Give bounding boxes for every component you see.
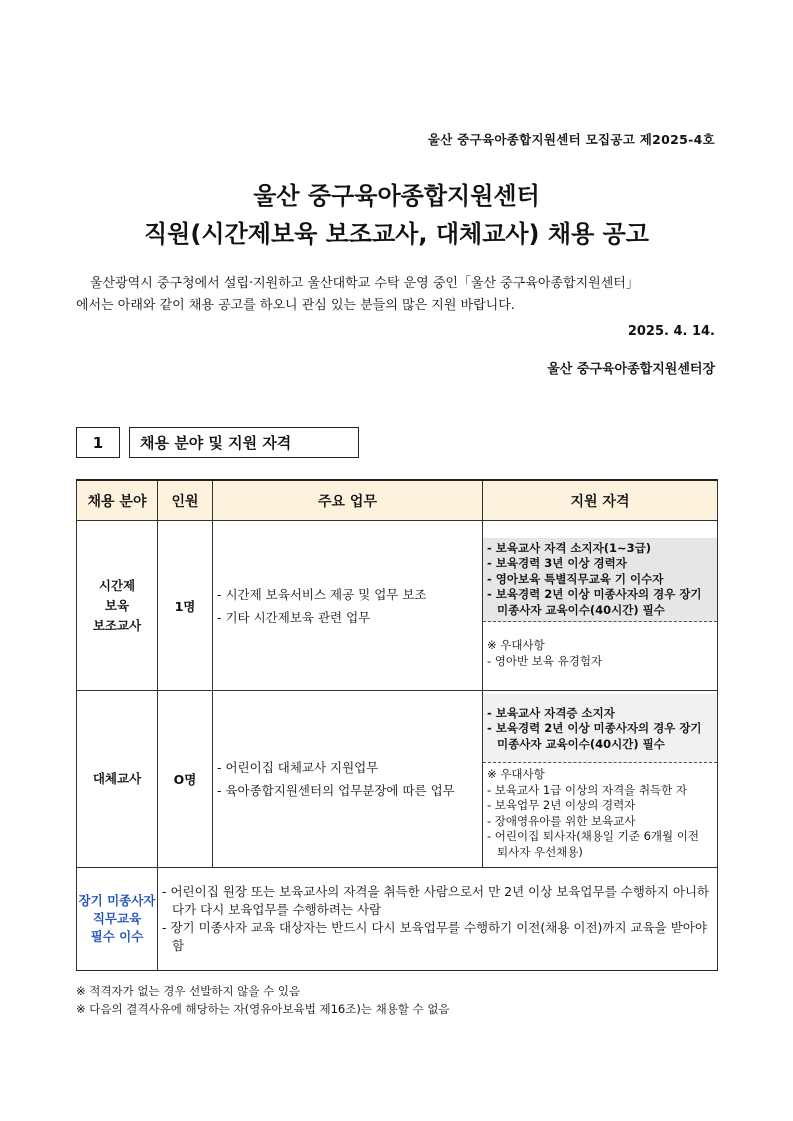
- preference-item: - 보육교사 1급 이상의 자격을 취득한 자: [487, 782, 688, 797]
- preferred-qualifications: [483, 763, 717, 864]
- page-subtitle: 직원(시간제보육 보조교사, 대체교사) 채용 공고: [144, 220, 649, 248]
- intro-line-2: 에서는 아래와 같이 채용 공고를 하오니 관심 있는 분들의 많은 지원 바랍니다.: [76, 298, 515, 313]
- duty-item: - 시간제 보육서비스 제공 및 업무 보조: [217, 586, 427, 602]
- headcount-cell: O명: [158, 691, 213, 868]
- longterm-label-line: 직무교육: [92, 911, 142, 926]
- header-count: 인원: [158, 480, 213, 521]
- longterm-desc-item: - 장기 미종사자 교육 대상자는 반드시 다시 보육업무를 수행하기 이전(채용 이전)까지 교육을 받아야 함: [162, 920, 707, 953]
- longterm-label-cell: [77, 868, 158, 971]
- duties-cell: [213, 691, 483, 868]
- field-name-line: 시간제: [98, 577, 136, 593]
- announcement-date: 2025. 4. 14.: [627, 324, 715, 339]
- header-qualifications: 지원 자격: [483, 480, 718, 521]
- header-duties: 주요 업무: [213, 480, 483, 521]
- table-row: [77, 691, 718, 868]
- footnote-1: ※ 적격자가 없는 경우 선발하지 않을 수 있음: [76, 984, 301, 998]
- duty-item: - 기타 시간제보육 관련 업무: [217, 609, 371, 625]
- longterm-desc-item: - 어린이집 원장 또는 보육교사의 자격을 취득한 사람으로서 만 2년 이상 보육업무를 수행하지 아니하다가 다시 보육업무를 수행하려는 사람: [162, 884, 710, 917]
- longterm-description-cell: [158, 868, 718, 971]
- table-header-row: [77, 480, 718, 521]
- required-qualifications: [483, 694, 717, 764]
- header-field: 채용 분야: [77, 480, 158, 521]
- longterm-label-line: 필수 이수: [90, 929, 144, 944]
- preference-item: - 장애영유아를 위한 보육교사: [487, 813, 636, 828]
- preference-item: - 어린이집 퇴사자(채용일 기준 6개월 이전 퇴사자 우선채용): [487, 829, 699, 859]
- footnote-2: ※ 다음의 결격사유에 해당하는 자(영유아보육법 제16조)는 채용할 수 없음: [76, 1002, 450, 1016]
- requirement-item: - 보육교사 자격증 소지자: [487, 705, 615, 720]
- preference-item: - 영아반 보육 유경험자: [487, 653, 603, 668]
- field-cell: [77, 521, 158, 691]
- table-row-longterm: [77, 868, 718, 971]
- preference-title: ※ 우대사항: [487, 767, 545, 782]
- headcount-cell: 1명: [158, 521, 213, 691]
- page-title: 울산 중구육아종합지원센터: [253, 182, 540, 210]
- preferred-qualifications: [483, 622, 717, 673]
- requirement-item: - 영아보육 특별직무교육 기 이수자: [487, 571, 664, 586]
- requirement-item: - 보육경력 2년 이상 미종사자의 경우 장기 미종사자 교육이수(40시간) 필수: [487, 587, 702, 617]
- signature: 울산 중구육아종합지원센터장: [547, 362, 715, 377]
- preference-title: ※ 우대사항: [487, 638, 545, 653]
- requirement-item: - 보육교사 자격 소지자(1~3급): [487, 540, 652, 555]
- duty-item: - 어린이집 대체교사 지원업무: [217, 760, 379, 775]
- recruitment-table: [76, 479, 718, 971]
- qualifications-cell: [483, 691, 718, 868]
- field-cell: 대체교사: [77, 691, 158, 868]
- intro-line-1: 울산광역시 중구청에서 설립·지원하고 울산대학교 수탁 운영 중인「울산 중구육아종합지원센터」: [90, 276, 639, 291]
- field-name-line: 보육: [104, 597, 130, 613]
- duty-item: - 육아종합지원센터의 업무분장에 따른 업무: [217, 783, 455, 798]
- requirement-item: - 보육경력 2년 이상 미종사자의 경우 장기 미종사자 교육이수(40시간) 필수: [487, 721, 702, 751]
- section-title: 채용 분야 및 지원 자격: [129, 427, 359, 458]
- qualifications-cell: [483, 521, 718, 691]
- section-number: 1: [76, 427, 120, 458]
- required-qualifications: [483, 538, 717, 623]
- notice-number: 울산 중구육아종합지원센터 모집공고 제2025-4호: [427, 132, 715, 147]
- preference-item: - 보육업무 2년 이상의 경력자: [487, 798, 636, 813]
- intro-paragraph: [76, 273, 716, 317]
- field-name-line: 보조교사: [92, 617, 142, 633]
- duties-cell: [213, 521, 483, 691]
- table-row: [77, 521, 718, 691]
- longterm-label-line: 장기 미종사자: [78, 893, 156, 908]
- requirement-item: - 보육경력 3년 이상 경력자: [487, 556, 627, 571]
